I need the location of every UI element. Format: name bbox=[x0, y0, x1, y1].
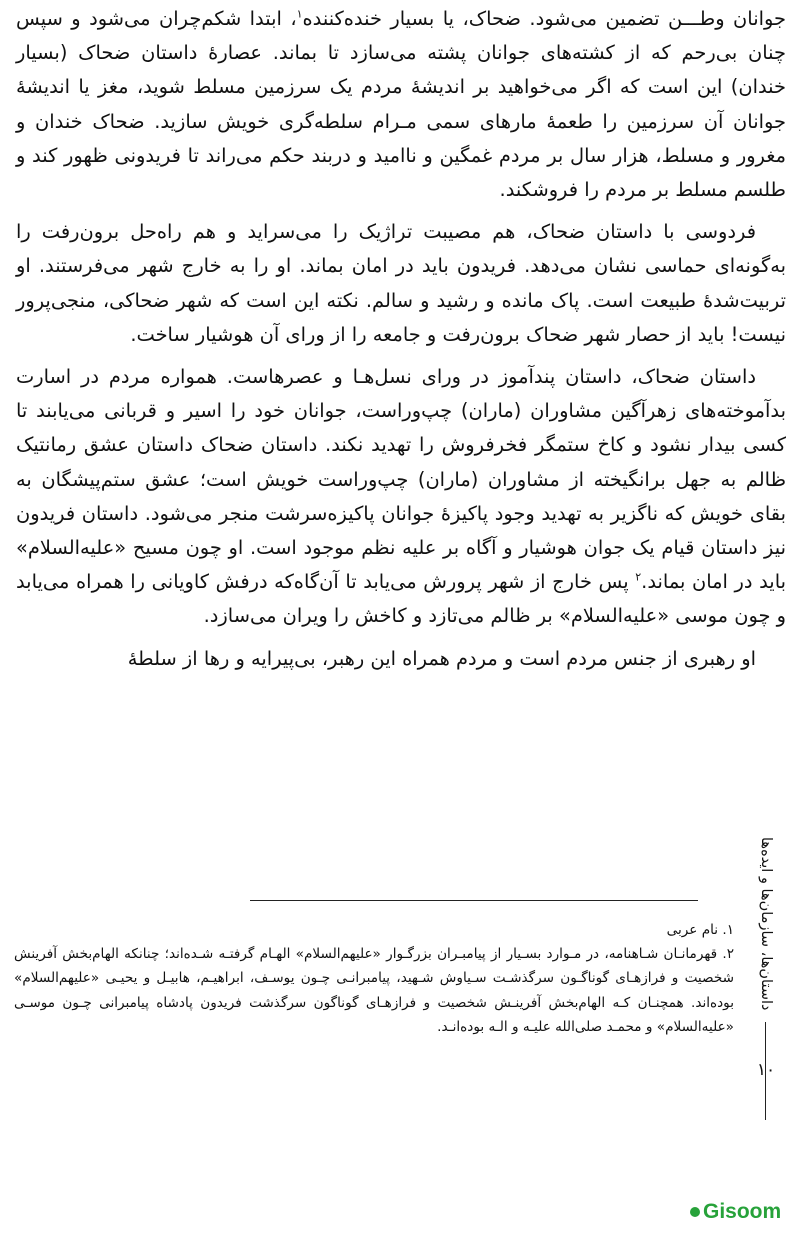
logo-text: Gisoom bbox=[703, 1200, 782, 1223]
gisoom-logo bbox=[690, 1200, 781, 1224]
logo-dot-icon bbox=[690, 1207, 700, 1217]
footnotes bbox=[14, 918, 734, 1039]
paragraph-1: جوانان وطـــن تضمین می‌شود. ضحاک، یا بسیار خنده‌کننده$^۱$، ابتدا شکم‌چران می‌شود و سپس چنان بی‌رحم که از کشته‌های جوانان پشته می‌سازد تا بماند. عصارهٔ داستان ضحاک (بسیار خندان) این است که اگر می‌خواهید بر اندیشهٔ مردم یک سرزمین مسلط شوید، مغز یا اندیشهٔ جوانان آن سرزمین را طعمهٔ مارهای سمی مـرام سلطه‌گری خویش سازید. ضحاک خندان و مغرور و مسلط، هزار سال بر مردم غمگین و ناامید و دربند حکم می‌راند تا فریدونی ظهور کند و طلسم مسلط بر مردم را فروشکند. bbox=[16, 7, 786, 202]
body-text bbox=[16, 2, 786, 676]
paragraph-4: او رهبری از جنس مردم است و مردم همراه این رهبر، بی‌پیرایه و رها از سلطهٔ bbox=[127, 646, 756, 670]
paragraph-2: فردوسی با داستان ضحاک، هم مصیبت تراژیک را می‌سراید و هم راه‌حل برون‌رفت را به‌گونه‌ای حماسی نشان می‌دهد. فریدون باید در امان بماند. او را به خارج شهر می‌فرستند. او تربیت‌شدهٔ طبیعت است. پاک مانده و رشید و سالم. نکته این است که شهر ضحاکی، منجی‌پرور نیست! باید از حصار شهر ضحاک برون‌رفت و جامعه را از ورای آن هوشیار ساخت. bbox=[16, 220, 786, 346]
footnote-divider bbox=[250, 900, 698, 901]
footnote-2: ۲. قهرمانـان شـاهنامه، در مـوارد بسـیار از پیامبـران بزرگـوار «علیهم‌السلام» الهـام گرفتـه شـده‌اند؛ چنانکه الهام‌بخش آفرینش شخصیت و فرازهـای گوناگـون سرگذشـت سـیاوش شـهید، پیامبرانـی چـون یوسـف، ابراهیـم، هابیـل و یحیـی «علیهم‌السلام» بوده‌اند. همچنـان کـه الهام‌بخش آفرینـش شخصیت و فرازهـای گوناگون سرگذشت فریدون پادشاه پیامبرانی چـون موسـی «علیه‌السلام» و محمـد صلی‌الله علیـه و الـه بوده‌انـد. bbox=[14, 946, 734, 1035]
footnote-1: ۱. نام عربی bbox=[666, 922, 734, 938]
running-book-title: داستان‌ها، سازمان‌ها و ایده‌ها bbox=[758, 836, 774, 1010]
paragraph-3: داستان ضحاک، داستان پندآموز در ورای نسل‌هـا و عصرهاست. همواره مردم در اسارت بدآموخته‌های زهرآگین مشاوران (ماران) چپ‌وراست، جوانان خود را اسیر و قربانی می‌یابند تا کسی بیدار نشود و کاخ ستمگر فخرفروش را تهدید نکند. داستان ضحاک داستان عشق رمانتیک ظالم به جهل برانگیخته از مشاوران (ماران) چپ‌وراست خویش است؛ عشق ستم‌پیشگان به بقای خویش که ناگزیر به تهدید وجود پاکیزهٔ جوانان پاکیزه‌سرشت منجر می‌شود. داستان فریدون نیز داستان قیام یک جوان هوشیار و آگاه بر علیه نظم موجود است. او چون مسیح «علیه‌السلام» باید در امان بماند.$^۲$ پس خارج از شهر پرورش می‌یابد تا آن‌گاه‌که درفش کاویانی را همراه می‌یابد و چون موسی «علیه‌السلام» بر ظالم می‌تازد و کاخش را ویران می‌سازد. bbox=[16, 365, 787, 628]
page-number: ۱۰ bbox=[756, 1060, 776, 1080]
